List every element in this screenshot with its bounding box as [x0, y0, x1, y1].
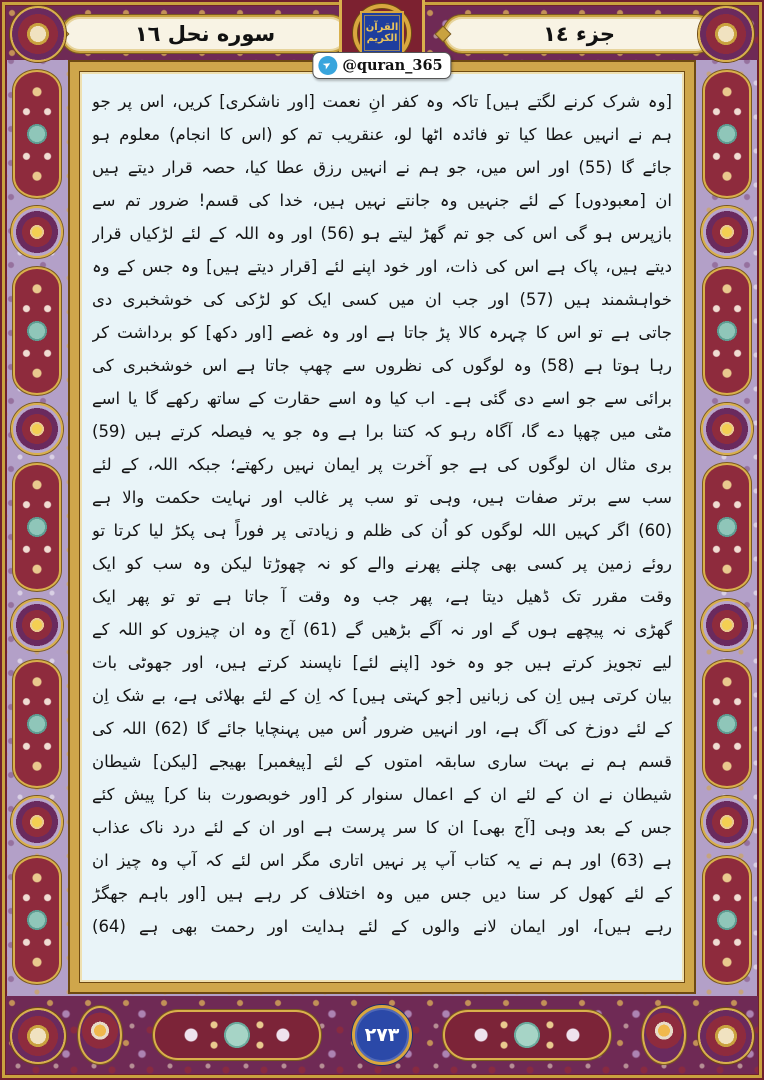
quran-kareem-logo-icon	[360, 11, 404, 55]
text-line: ہے (63) اور ہم نے یہ کتاب آپ پر نہیں اتاری مگر اس لئے کہ آپ وہ چیز ان	[92, 851, 672, 870]
border-medallion-ornament	[11, 599, 63, 651]
text-line: (60) اگر کہیں اللہ لوگوں کو اُن کی ظلم و زیادتی پر فوراً ہی پکڑ لیا کرتا تو	[92, 521, 672, 540]
telegram-icon	[318, 56, 337, 75]
border-medallion-ornament	[701, 796, 753, 848]
logo-line2: الكريم	[366, 33, 398, 44]
juz-cartouche	[443, 15, 715, 53]
border-medallion-ornament	[11, 403, 63, 455]
text-line: سب سے برتر صفات ہیں، وہی تو سب پر غالب اور نہایت حکمت والا ہے	[92, 488, 672, 507]
border-cartouche-ornament	[13, 267, 61, 395]
border-medallion-ornament	[642, 1006, 686, 1064]
border-cartouche-ornament	[703, 856, 751, 984]
text-line: جائے گا (55) اور اس میں، جو ہم نے انہیں رزق عطا کیا، حصہ قرار دیتے ہیں	[92, 158, 672, 177]
border-cartouche-ornament	[443, 1010, 611, 1060]
right-border-ornaments	[696, 66, 758, 988]
border-cartouche-ornament	[13, 856, 61, 984]
footer-band	[6, 996, 758, 1074]
border-medallion-ornament	[701, 403, 753, 455]
text-line: دیتے ہیں، پاک ہے اس کی ذات، اور خود اپنے لئے [قرار دیتے ہیں] وہ جس کے وہ	[92, 257, 672, 276]
corner-flower-ornament	[10, 6, 66, 62]
page-body	[70, 62, 694, 992]
border-cartouche-ornament	[153, 1010, 321, 1060]
border-medallion-ornament	[11, 796, 63, 848]
surah-cartouche	[61, 15, 349, 53]
telegram-channel-badge[interactable]	[312, 52, 451, 79]
text-line: قسم ہم نے بہت ساری سابقہ امتوں کے لئے [پیغمبر] بھیجے [لیکن] شیطان	[92, 752, 672, 771]
text-line: کے لئے کھول کر سنا دیں جس میں وہ اختلاف کر رہے ہیں [اور باہم جھگڑ	[92, 884, 672, 903]
text-line: ہم نے انہیں عطا کیا تو فائدہ اٹھا لو، عنقریب تم کو (اس کا انجام) معلوم ہو	[92, 125, 672, 144]
border-cartouche-ornament	[13, 660, 61, 788]
translation-text	[79, 71, 685, 983]
paper-plane-icon: ➤	[321, 58, 334, 72]
text-line: رہا ہوتا ہے (58) وہ لوگوں کی نظروں سے چھپ جاتا ہے اس خوشخبری کی	[92, 356, 672, 375]
text-line: گھڑی نہ پیچھے ہوں گے اور نہ آگے بڑھیں گے (61) آج وہ ان چیزوں کو اللہ کے	[92, 620, 672, 639]
text-line: وقت مقرر تک ڈھیل دیتا ہے، پھر جب وہ وقت آ جاتا ہے تو تو پھر ایک	[92, 587, 672, 606]
text-line: بازپرس ہو گی اس کی جو تم گھڑ لیتے ہو (56) اور وہ اللہ کے لئے لڑکیاں قرار	[92, 224, 672, 243]
corner-flower-ornament	[698, 6, 754, 62]
juz-label: جزء ١٤	[543, 22, 615, 46]
text-line: خواہشمند ہیں (57) اور جب ان میں کسی ایک کو لڑکی کی خوشخبری دی	[92, 290, 672, 309]
border-cartouche-ornament	[703, 267, 751, 395]
text-line: روئے زمین پر کسی بھی چلنے پھرنے والے کو نہ چھوڑتا لیکن وہ سب کو ایک	[92, 554, 672, 573]
text-line: جس کے بعد وہی [آج بھی] ان کا سر پرست ہے اور ان کے لئے درد ناک عذاب	[92, 818, 672, 837]
border-medallion-ornament	[701, 599, 753, 651]
logo-line1: القرآن	[365, 21, 399, 33]
text-line: بیان کرتی ہیں اِن کی زبانیں [جو کہتی ہیں] کہ اِن کے لئے بھلائی ہے، بے شک اِن	[92, 686, 672, 705]
left-border-ornaments	[6, 66, 68, 988]
text-line: شیطان نے ان کے لئے ان کے اعمال سنوار کر [اور خوبصورت بنا کر] پیش کئے	[92, 785, 672, 804]
border-cartouche-ornament	[13, 463, 61, 591]
border-medallion-ornament	[11, 206, 63, 258]
surah-label: سوره نحل ١٦	[134, 22, 276, 46]
border-medallion-ornament	[701, 206, 753, 258]
text-line: [وہ شرک کرنے لگتے ہیں] تاکہ وہ کفر انِ نعمت [اور ناشکری] کریں، اس پر جو	[92, 92, 672, 111]
border-medallion-ornament	[78, 1006, 122, 1064]
text-line: جاتی ہے تو اس کا چہرہ کالا پڑ جاتا ہے اور وہ غصے [اور دکھ] کو برداشت کر	[92, 323, 672, 342]
border-cartouche-ornament	[703, 463, 751, 591]
text-line: ان [معبودوں] کے لئے جنہیں وہ جانتے نہیں ہیں، خدا کی قسم! ضرور تم سے	[92, 191, 672, 210]
text-line: کے لئے دوزخ کی آگ ہے، اور انہیں ضرور اُس میں پہنچایا جائے گا (62) اللہ کی	[92, 719, 672, 738]
corner-flower-ornament	[10, 1008, 66, 1064]
page-number: ٢٧٣	[364, 1024, 400, 1046]
text-line: رہے ہیں]، اور ایمان لانے والوں کے لئے ہدایت اور رحمت بھی ہے (64)	[92, 917, 672, 936]
border-cartouche-ornament	[703, 70, 751, 198]
text-line: بری مثال ان لوگوں کی ہے جو آخرت پر ایمان نہیں رکھتے؛ جبکہ اللہ، کے لئے	[92, 455, 672, 474]
channel-handle: @quran_365	[342, 57, 443, 74]
corner-flower-ornament	[698, 1008, 754, 1064]
text-line: لیے تجویز کرتے ہیں جو وہ خود [اپنے لئے] ناپسند کرتے ہیں، اور جھوٹی بات	[92, 653, 672, 672]
text-line: برائی سے جو اسے دی گئی ہے۔ اب کیا وہ اسے حقارت کے ساتھ رکھے گا یا اسے	[92, 389, 672, 408]
text-line: مٹی میں چھپا دے گا، آگاہ رہو کہ کتنا برا ہے وہ جو یہ فیصلہ کرتے ہیں (59)	[92, 422, 672, 441]
border-cartouche-ornament	[703, 660, 751, 788]
border-cartouche-ornament	[13, 70, 61, 198]
page-number-badge	[352, 1005, 412, 1065]
